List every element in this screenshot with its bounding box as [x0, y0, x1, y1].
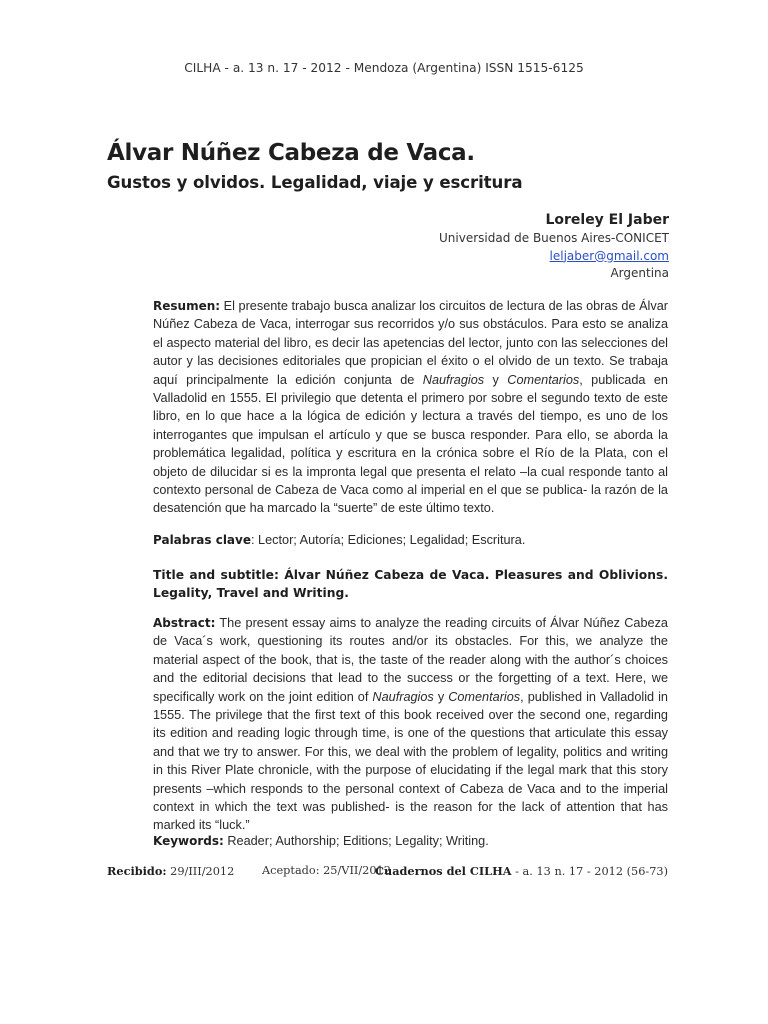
- abstract-paragraph: [153, 614, 668, 835]
- keywords-text: Reader; Authorship; Editions; Legality; Writing.: [223, 834, 489, 848]
- abstract-italic-naufragios: Naufragios: [372, 689, 434, 704]
- palabras-clave-text: : Lector; Autoría; Ediciones; Legalidad; Escritura.: [251, 533, 526, 547]
- english-title: Title and subtitle: Álvar Núñez Cabeza de Vaca. Pleasures and Oblivions. Legality, Travel and Writing.: [153, 568, 668, 600]
- journal-citation: [375, 864, 668, 878]
- resumen-text-3: , publicada en Valladolid en 1555. El privilegio que detenta el primero por sobre el segundo texto de este libro, en lo que hace a la lógica de edición y lectura a través del tiempo, es uno de los interrogantes que impulsan el artículo y que se busca responder. Para ello, se aborda la problemática legalidad, política y escritura en la crónica sobre el Río de la Plata, con el objeto de dilucidar si es la impronta legal que presenta el relato –la cual responde tanto al contexto personal de Cabeza de Vaca como al imperial en el que se publica- la razón de la desatención que ha marcado la “suerte” de este último texto.: [153, 372, 668, 516]
- abstract-text-3: , published in Valladolid in 1555. The privilege that the first text of this book received over the second one, regarding its edition and reading logic through time, is one of the questions that articulate this essay and that we try to answer. For this, we deal with the problem of legality, politics and writing in this River Plate chronicle, with the purpose of elucidating if the legal mark that this story presents –which responds to the personal context of Cabeza de Vaca and to the imperial context in which the text was published- is the reason for the lack of attention that has marked its “luck.”: [153, 689, 668, 833]
- abstract-italic-comentarios: Comentarios: [448, 689, 521, 704]
- palabras-clave-line: [153, 531, 668, 549]
- keywords-label: Keywords:: [153, 834, 224, 848]
- resumen-italic-comentarios: Comentarios: [507, 372, 580, 387]
- resumen-italic-naufragios: Naufragios: [422, 372, 485, 387]
- journal-header: CILHA - a. 13 n. 17 - 2012 - Mendoza (Argentina) ISSN 1515-6125: [184, 61, 584, 75]
- article-title: Álvar Núñez Cabeza de Vaca.: [107, 140, 475, 166]
- resumen-paragraph: [153, 297, 668, 518]
- author-country: Argentina: [610, 266, 669, 280]
- keywords-line: [153, 832, 668, 850]
- resumen-text-1: El presente trabajo busca analizar los circuitos de lectura de las obras de Álvar Núñez Cabeza de Vaca, interrogar sus recorridos y/o sus obstáculos. Para esto se analiza el aspecto material del libro, es decir las apetencias del lector, junto con las selecciones del autor y las decisiones editoriales que propician el éxito o el olvido de un texto. Se trabaja aquí principalmente la edición conjunta de: [153, 299, 668, 387]
- journal-citation-value: - a. 13 n. 17 - 2012 (56-73): [511, 865, 668, 878]
- resumen-label: Resumen:: [153, 299, 221, 313]
- article-subtitle: Gustos y olvidos. Legalidad, viaje y escritura: [107, 173, 523, 192]
- author-affiliation: Universidad de Buenos Aires-CONICET: [439, 231, 669, 245]
- received-value: 29/III/2012: [166, 865, 235, 878]
- received-date: [107, 864, 234, 878]
- abstract-text-2: y: [433, 689, 449, 704]
- author-email-link[interactable]: leljaber@gmail.com: [549, 248, 669, 263]
- abstract-text-1: The present essay aims to analyze the reading circuits of Álvar Núñez Cabeza de Vaca´s work, questioning its routes and/or its obstacles. For this, we analyze the material aspect of the book, that is, the taste of the reader along with the author´s choices and the editorial decisions that lead to the success or the forgetting of a text. Here, we specifically work on the joint edition of: [153, 616, 668, 704]
- author-block: [439, 211, 669, 283]
- palabras-clave-label: Palabras clave: [153, 533, 251, 547]
- author-name: Loreley El Jaber: [545, 212, 669, 228]
- abstract-label: Abstract:: [153, 616, 216, 630]
- journal-citation-label: Cuadernos del CILHA: [374, 864, 512, 878]
- accepted-date: Aceptado: 25/VII/2012: [262, 864, 391, 877]
- received-label: Recibido:: [107, 864, 167, 878]
- resumen-text-2: y: [484, 372, 508, 387]
